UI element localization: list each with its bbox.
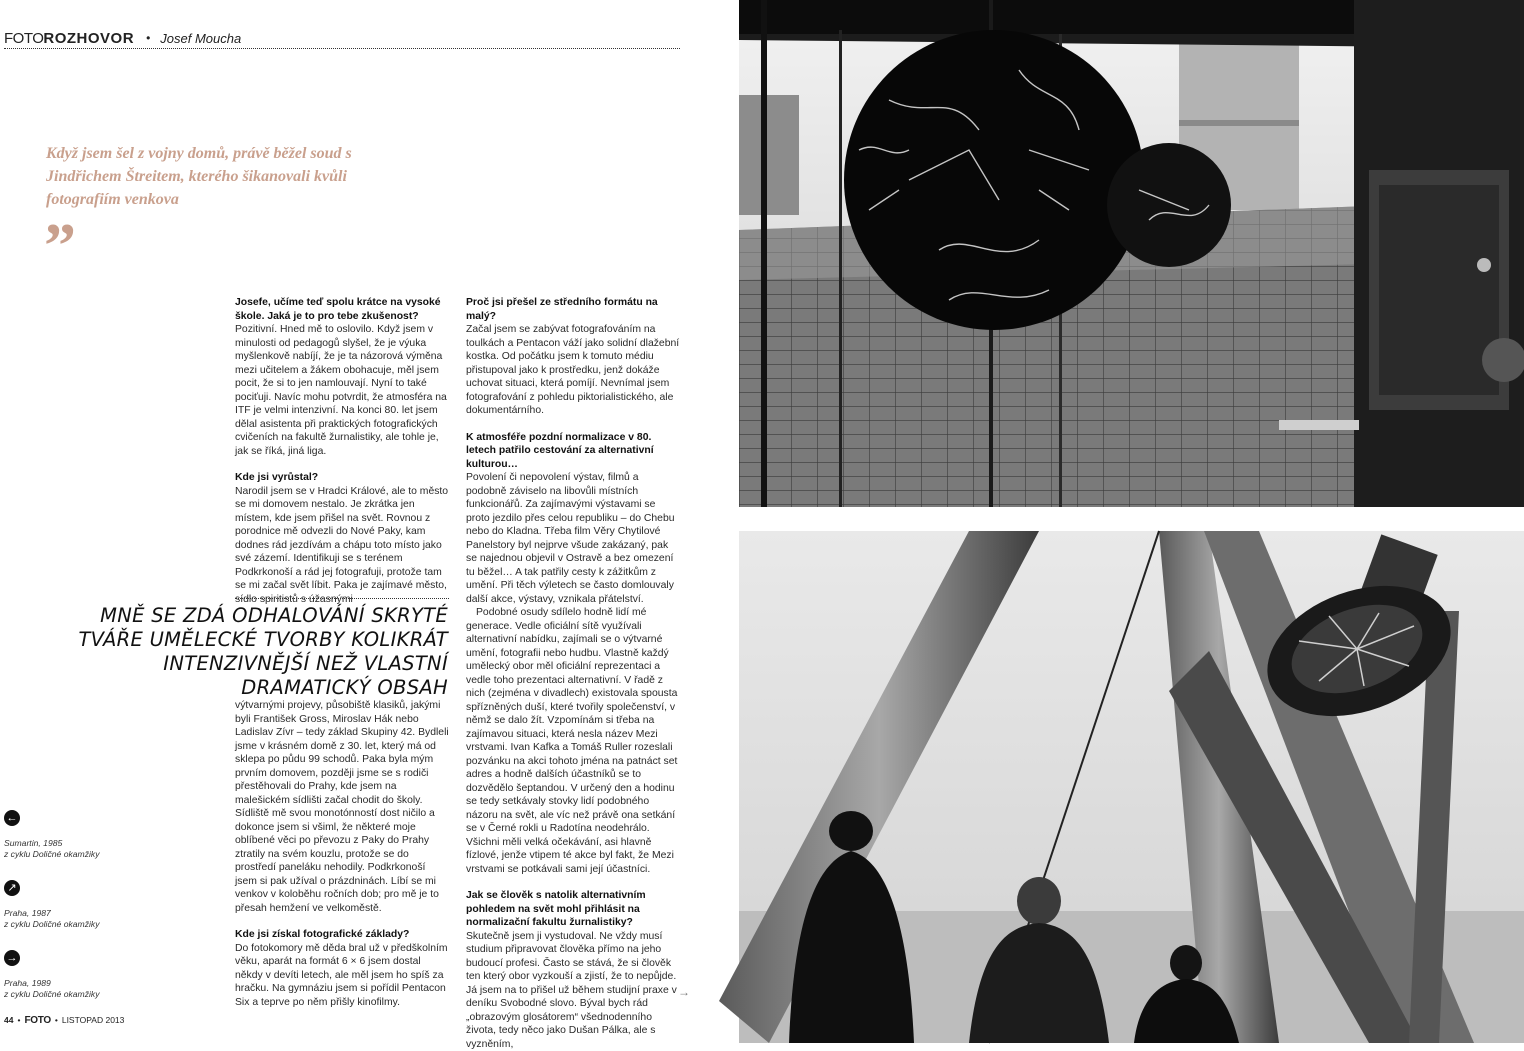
article-column-2	[466, 296, 680, 1051]
brand-foto: FOTO	[4, 30, 43, 47]
interview-answer: Narodil jsem se v Hradci Králové, ale to město se mi domovem nestalo. Je zkrátka jen místem, kde jsem přišel na svět. Rovnou z porodnice mě odvezli do Nové Paky, kam dodnes rád jezdívám a chápu toto místo jako své zázemí. Identifikuji se s terénem Podkrkonoší a rád jej fotografuji, protože tam se mi začal svět líbit. Paka je zajímavé město, sídlo spiritistů s úžasnými	[235, 485, 449, 607]
interview-answer: Pozitivní. Hned mě to oslovilo. Když jsem v minulosti od pedagogů slyšel, že je výuka myšlenkově nabíjí, že je ta názorová výměna mezi učitelem a žákem obohacuje, měl jsem pocit, že si to jen namlouvají. Nyní to také pociťuji. Navíc mohu potvrdit, že atmosféra na ITF je velmi intenzivní. Na konci 80. let jsem dělal asistenta při praktických fotografických cvičeních na fakultě žurnalistiky, ale tohle je, jak se říká, jiná liga.	[235, 323, 449, 458]
header-separator: •	[146, 31, 150, 45]
highlight-statement: MNĚ SE ZDÁ ODHALOVÁNÍ SKRYTÉ TVÁŘE UMĚLECKÉ TVORBY KOLIKRÁT INTENZIVNĚJŠÍ NEŽ VLASTNÍ DRAMATICKÝ OBSAH	[58, 604, 448, 700]
interview-answer: Do fotokomory mě děda bral už v předškolním věku, aparát na formát 6 × 6 jsem dostal někdy v devíti letech, ale měl jsem ho spíš za hračku. Na gymnáziu jsem si pořídil Pentacon Six a teprve po něm přišly kinofilmy.	[235, 942, 449, 1010]
arrow-up-right-icon: ↗	[4, 880, 20, 896]
quote-mark-icon: ”	[44, 214, 76, 278]
caption-place-year: Praha, 1987	[4, 908, 100, 919]
interview-question: Proč jsi přešel ze středního formátu na malý?	[466, 296, 680, 323]
article-column-1-bottom	[235, 699, 449, 1009]
page-footer	[4, 1015, 124, 1026]
interview-question: Kde jsi získal fotografické základy?	[235, 928, 449, 942]
interview-question: K atmosféře pozdní normalizace v 80. letech patřilo cestování za alternativní kulturou…	[466, 431, 680, 472]
interview-answer: výtvarnými projevy, působiště klasiků, jakými byli František Gross, Miroslav Hák nebo Ladislav Zívr – tedy základ Skupiny 42. Bydleli jsme v krásném domě z 30. let, který má od sklepa po půdu 99 schodů. Paka byla mým prvním domovem, později jsme se s rodiči přestěhovali do Prahy, kde jsem na malešickém sídlišti začal chodit do školy. Sídliště mě svou monotónností dost ničilo a dokonce jsem si všiml, že některé moje oblíbené věci po převozu z Paky do Prahy ztratily na svém kouzlu, protože se do prostředí paneláku nehodily. Podkrkonoší jsem si pak užíval o prázdninách. Líbí se mi venkov v koloběhu ročních dob; pro mě je to přesah hemžení ve velkoměstě.	[235, 699, 449, 915]
caption-series: z cyklu Doličné okamžiky	[4, 989, 100, 1000]
caption-series: z cyklu Doličné okamžiky	[4, 919, 100, 930]
magazine-name: FOTO	[24, 1015, 50, 1026]
footer-separator: •	[17, 1015, 20, 1025]
issue-date: LISTOPAD 2013	[62, 1015, 125, 1025]
photo-sumartin-1985	[739, 0, 1524, 507]
interview-answer: Povolení či nepovolení výstav, filmů a podobně záviselo na libovůli místních funkcionářů. Za zajímavými výstavami se proto jezdilo přes celou republiku – do Chebu nebo do Kladna. Třeba film Věry Chytilové Panelstory byl nejprve všude zakázaný, pak se najednou objevil v Ostravě a bez omezení tu běžel… A tak patřily cesty k zážitkům z umění. Při těch výletech se často domlouvaly další akce, výstavy, vznikala přátelství.	[466, 471, 680, 606]
section-header	[4, 30, 241, 47]
continue-arrow-icon: →	[678, 985, 690, 999]
caption-place-year: Praha, 1989	[4, 978, 100, 989]
arrow-right-icon: →	[4, 950, 20, 966]
article-column-1-top	[235, 296, 449, 606]
interview-answer: Podobné osudy sdílelo hodně lidí mé generace. Vedle oficiální sítě využívali alternativní nabídku, zajímali se o výtvarné umění, fotografii nebo hudbu. Vlastně každý umělecký obor měl oficiální reprezentaci a vedle toho prezentaci alternativní. V řadě z nich (zejména v divadlech) existovala spousta spřízněných duší, které tvořily společenství, v němž se dalo žít. Vzpomínám si třeba na zajímavou situaci, která nesla název Mezi vrstvami. Ivan Kafka a Tomáš Ruller rozeslali pozvánku na akci tohoto jména na patnáct set adres a hodně dalších účastníků se to dozvědělo šeptandou. V určený den a hodinu se tedy setkávaly stovky lidí podobného názoru na svět, ale víc než právě ona setkání se v Černé rokli u Radotína neodehrálo. Všichni měli velká očekávání, asi hlavně fízlové, jenže vtipem té akce byl fakt, že Mezi vrstvami se potkávali sami její účastníci.	[466, 606, 680, 876]
interview-question: Jak se člověk s natolik alternativním pohledem na svět mohl přihlásit na normalizační fakultu žurnalistiky?	[466, 889, 680, 930]
arrow-left-icon: ←	[4, 810, 20, 826]
page-number: 44	[4, 1015, 13, 1025]
statement-divider	[235, 598, 449, 599]
footer-separator: •	[55, 1015, 58, 1025]
photo-caption-2	[4, 880, 100, 930]
caption-series: z cyklu Doličné okamžiky	[4, 849, 100, 860]
pull-quote: Když jsem šel z vojny domů, právě běžel soud s Jindřichem Štreitem, kterého šikanovali kvůli fotografiím venkova	[46, 142, 386, 211]
photo-praha-1987	[739, 531, 1524, 1043]
section-label: ROZHOVOR	[43, 30, 134, 47]
interview-question: Kde jsi vyrůstal?	[235, 471, 449, 485]
interview-question: Josefe, učíme teď spolu krátce na vysoké škole. Jaká je to pro tebe zkušenost?	[235, 296, 449, 323]
header-divider	[4, 48, 680, 49]
interview-answer: Skutečně jsem ji vystudoval. Ne vždy musí studium připravovat člověka přímo na jeho budoucí profesi. Často se stává, že si člověk ten který obor vyzkouší a zjistí, že to nepůjde. Já jsem na to přišel už během studijní praxe v deníku Svobodné slovo. Býval bych rád „obrazovým glosátorem“ všednodenního života, tedy něco jako Dušan Pálka, ale s vyzněním,	[466, 930, 680, 1051]
interview-answer: Začal jsem se zabývat fotografováním na toulkách a Pentacon váží jako solidní dlažební kostka. Od počátku jsem k tomuto médiu přistupoval jako k prostředku, jenž dokáže uchovat situaci, která pomíjí. Nevnímal jsem fotografování z pohledu piktorialistického, ale dokumentárního.	[466, 323, 680, 418]
photo-caption-3	[4, 950, 100, 1000]
photo-caption-1	[4, 810, 100, 860]
caption-place-year: Sumartin, 1985	[4, 838, 100, 849]
author-name: Josef Moucha	[160, 31, 241, 46]
